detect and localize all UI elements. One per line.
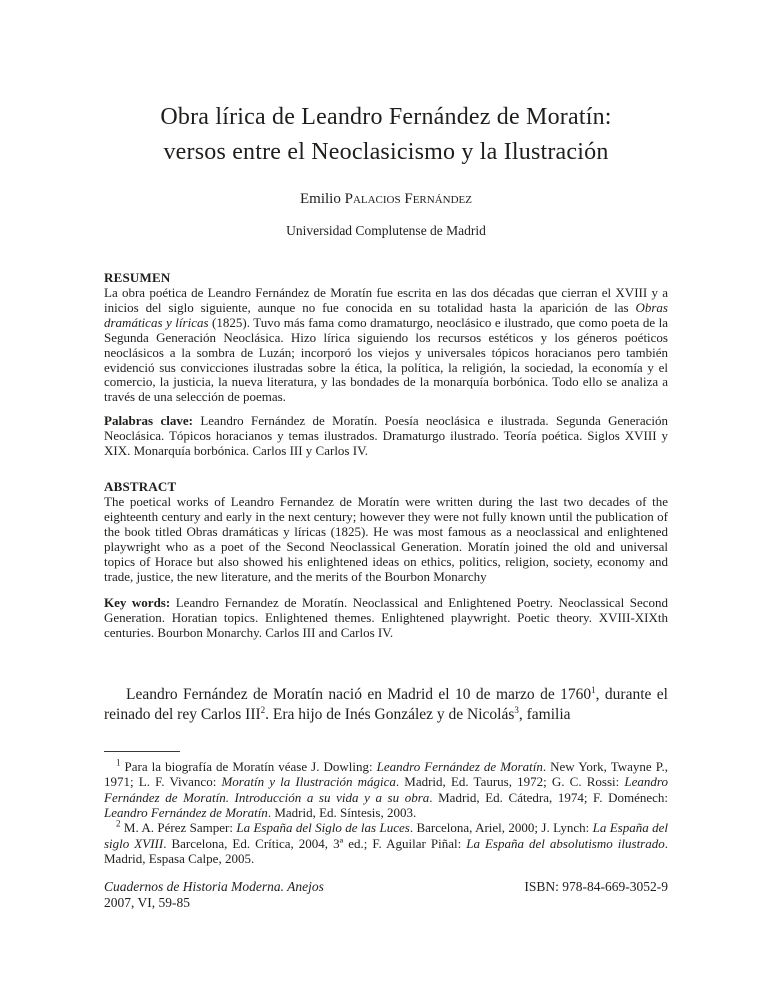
footer-isbn: ISBN: 978-84-669-3052-9 [524, 879, 668, 895]
footer-journal-title: Cuadernos de Historia Moderna. Anejos [104, 879, 324, 895]
abstract-heading: ABSTRACT [104, 478, 177, 494]
keywords-text: Key words: Leandro Fernandez de Moratín. Neoclassical and Enlightened Poetry. Neoclassical Second Generation. Horatian topics. Enlightened themes. Enlightened playwright. Poetic theory. XVIII-XIXth centuries. Bourbon Monarchy. Carlos III and Carlos IV. [104, 595, 668, 641]
footnote-separator [104, 751, 180, 752]
affiliation: Universidad Complutense de Madrid [286, 223, 486, 238]
title-line-2: versos entre el Neoclasicismo y la Ilustración [163, 139, 609, 165]
footnotes-block [104, 759, 668, 866]
page-content [104, 100, 668, 911]
abstract-text: The poetical works of Leandro Fernandez de Moratín were written during the last two decades of the eighteenth century and early in the next century; however they were not fully known until the publication of the book titled Obras dramáticas y líricas (1825). He was most famous as a neoclassical and enlightened playwright who as a poet of the Second Neoclassical Generation. Moratín joined the old and universal topics of Horace but also showed his enlightened ideas on ethics, politics, religion, society, economy and trade, justice, the new literature, and the merits of the Bourbon Monarchy [104, 493, 668, 584]
author-line: Emilio Palacios Fernández [300, 191, 472, 207]
resumen-heading: RESUMEN [104, 270, 171, 285]
page-footer [104, 879, 668, 911]
article-title [104, 100, 668, 170]
palabras-clave-text: Palabras clave: Leandro Fernández de Moratín. Poesía neoclásica e ilustrada. Segunda Generación Neoclásica. Tópicos horacianos y temas ilustrados. Dramaturgo ilustrado. Teoría poética. Siglos XVIII y XIX. Monarquía borbónica. Carlos III y Carlos IV. [104, 413, 669, 459]
footnote-2: $^2$ M. A. Pérez Samper: La España del Siglo de las Luces. Barcelona, Ariel, 2000; J. Lynch: La España del siglo XVIII. Barcelona, Ed. Crítica, 2004, 3ª ed.; F. Aguilar Piñal: La España del absolutismo ilustrado. Madrid, Espasa Calpe, 2005. [104, 818, 668, 866]
footnote-1: $^1$ Para la biografía de Moratín véase J. Dowling: Leandro Fernández de Moratín. New York, Twayne P., 1971; L. F. Vivanco: Moratín y la Ilustración mágica. Madrid, Ed. Taurus, 1972; G. C. Rossi: Leandro Fernández de Moratín. Introducción a su vida y a su obra. Madrid, Ed. Cátedra, 1974; F. Doménech: Leandro Fernández de Moratín. Madrid, Ed. Síntesis, 2003. [104, 757, 668, 821]
footer-volume-info: 2007, VI, 59-85 [104, 895, 190, 911]
title-line-1: Obra lírica de Leandro Fernández de Moratín: [160, 104, 612, 130]
body-paragraph: Leandro Fernández de Moratín nació en Madrid el 10 de marzo de 1760$^1$, durante el reinado del rey Carlos III$^2$. Era hijo de Inés González y de Nicolás$^3$, familia [104, 684, 668, 723]
resumen-text: La obra poética de Leandro Fernández de Moratín fue escrita en las dos décadas que cierran el XVIII y a inicios del siglo siguiente, aunque no fue conocida en su totalidad hasta la aparición de las Obras dramáticas y líricas (1825). Tuvo más fama como dramaturgo, neoclásico e ilustrado, que como poeta de la Segunda Generación Neoclásica. Hizo lírica siguiendo los recursos estéticos y los géneros poéticos neoclásicos a la sombra de Luzán; incorporó los viejos y universales tópicos horacianos pero también evidenció sus convicciones ilustradas sobre la ética, la política, la religión, la sociedad, la economía y el comercio, la justicia, la nueva literatura, y las bondades de la monarquía borbónica. Todo ello se analiza a través de una selección de poemas. [104, 285, 668, 405]
